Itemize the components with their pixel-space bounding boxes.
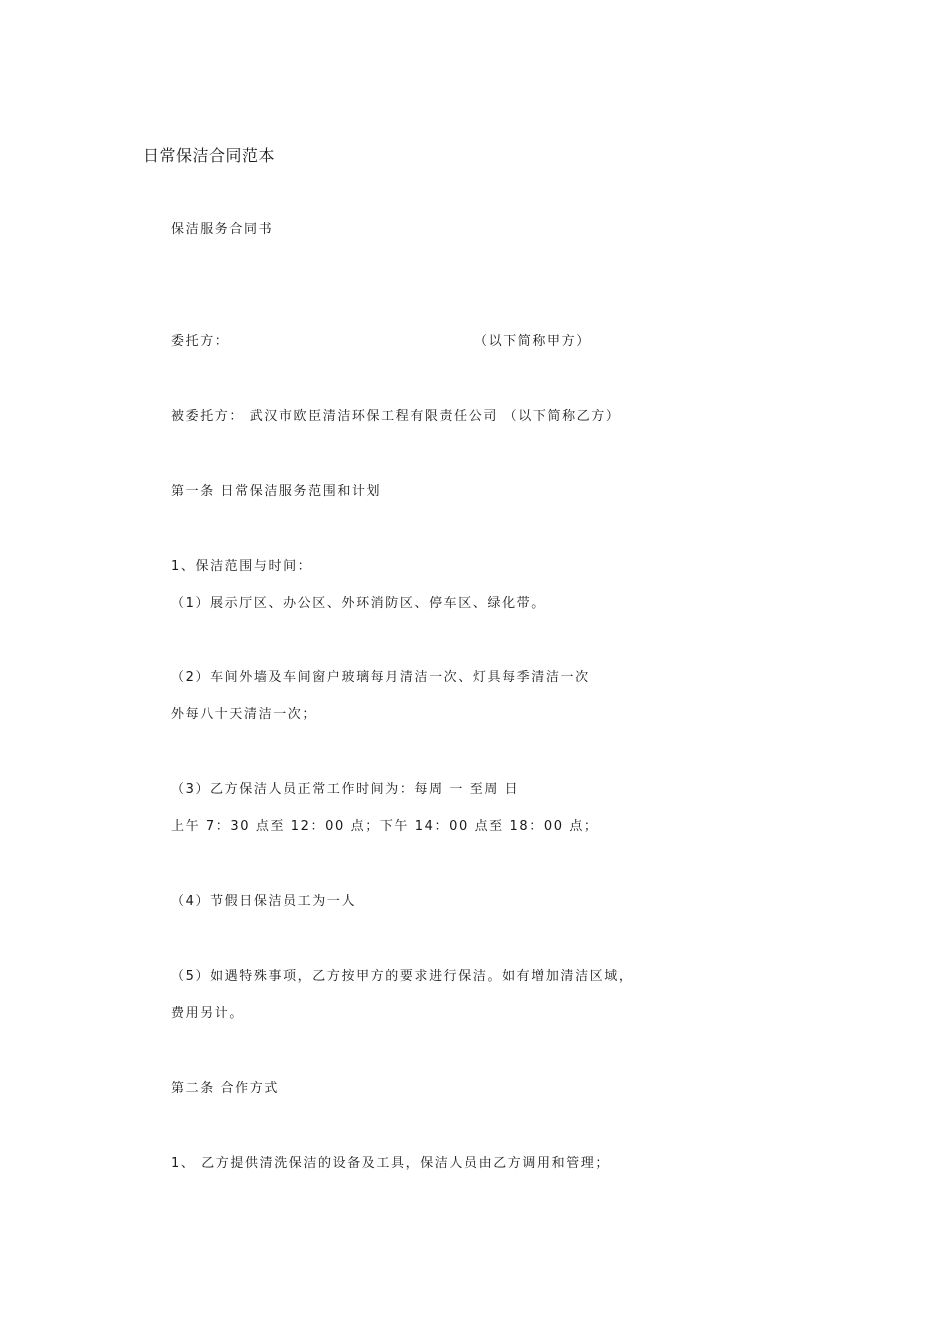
document-title: 日常保洁合同范本 xyxy=(143,146,276,165)
article1-heading: 第一条 日常保洁服务范围和计划 xyxy=(171,484,382,499)
article2-item1: 1、 乙方提供清洗保洁的设备及工具，保洁人员由乙方调用和管理； xyxy=(171,1156,611,1171)
article1-sub5-line1: （5）如遇特殊事项，乙方按甲方的要求进行保洁。如有增加清洁区域， xyxy=(171,969,634,984)
article1-sub2-line2: 外每八十天清洁一次； xyxy=(171,707,318,722)
entrusting-party-label: 委托方： xyxy=(171,334,230,349)
article1-sub3-line2: 上午 7：30 点至 12：00 点；下午 14：00 点至 18：00 点； xyxy=(171,819,599,834)
article1-sub4: （4）节假日保洁员工为一人 xyxy=(171,894,357,909)
article2-heading: 第二条 合作方式 xyxy=(171,1081,279,1096)
article1-item1-title: 1、保洁范围与时间： xyxy=(171,559,313,574)
article1-sub2-line1: （2）车间外墙及车间窗户玻璃每月清洁一次、灯具每季清洁一次 xyxy=(171,670,590,685)
article1-sub3-line1: （3）乙方保洁人员正常工作时间为：每周 一 至周 日 xyxy=(171,782,520,797)
entrusting-party-note: （以下简称甲方） xyxy=(474,334,591,349)
article1-sub5-line2: 费用另计。 xyxy=(171,1006,245,1021)
entrusted-party-line: 被委托方： 武汉市欧臣清洁环保工程有限责任公司 （以下简称乙方） xyxy=(171,409,621,424)
contract-subtitle: 保洁服务合同书 xyxy=(171,222,274,237)
article1-sub1: （1）展示厅区、办公区、外环消防区、停车区、绿化带。 xyxy=(171,596,546,611)
